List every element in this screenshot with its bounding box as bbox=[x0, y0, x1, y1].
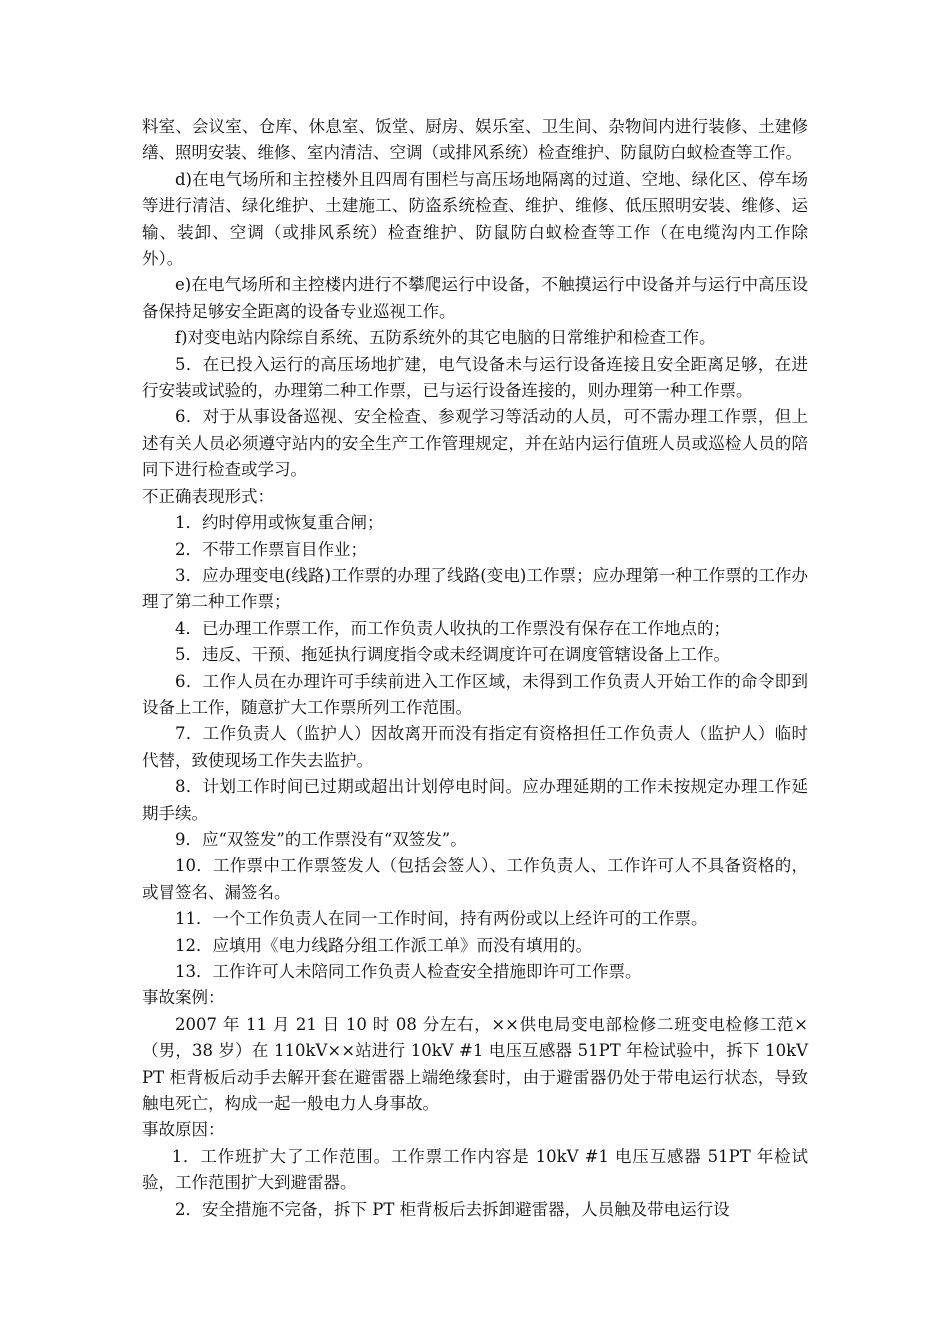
list-item: 13．工作许可人未陪同工作负责人检查安全措施即许可工作票。 bbox=[175, 962, 642, 981]
list-item: 5．违反、干预、拖延执行调度指令或未经调度许可在调度管辖设备上工作。 bbox=[175, 645, 730, 665]
paragraph: f)对变电站内除综自系统、五防系统外的其它电脑的日常维护和检查工作。 bbox=[175, 328, 716, 348]
list-item: 9．应“双签发”的工作票没有“双签发”。 bbox=[175, 829, 467, 849]
list-item: 6．工作人员在办理许可手续前进入工作区域，未得到工作负责人开始工作的命令即到设备上工作，随意扩大工作票所列工作范围。 bbox=[142, 671, 808, 717]
list-item: 10．工作票中工作票签发人（包括会签人）、工作负责人、工作许可人不具备资格的，或冒签名、漏签名。 bbox=[142, 856, 808, 902]
paragraph: e)在电气场所和主控楼内进行不攀爬运行中设备，不触摸运行中设备并与运行中高压设备保持足够安全距离的设备专业巡视工作。 bbox=[142, 275, 808, 321]
paragraph: 料室、会议室、仓库、休息室、饭堂、厨房、娱乐室、卫生间、杂物间内进行装修、土建修缮、照明安装、维修、室内清洁、空调（或排风系统）检查维护、防鼠防白蚁检查等工作。 bbox=[142, 117, 808, 163]
list-item: 2．不带工作票盲目作业； bbox=[175, 539, 367, 559]
list-item: 8．计划工作时间已过期或超出计划停电时间。应办理延期的工作未按规定办理工作延期手续。 bbox=[142, 777, 808, 823]
section-heading-incorrect: 不正确表现形式： bbox=[142, 486, 274, 506]
case-paragraph: 2007 年 11 月 21 日 10 时 08 分左右，××供电局变电部检修二班变电检修工范×（男，38 岁）在 110kV××站进行 10kV #1 电压互感器 51PT 年检试验中，拆下 10kV PT 柜背板后动手去解开套在避雷器上端绝缘套时，由于避雷器仍处于带电运行状态，导致触电死亡，构成一起一般电力人身事故。 bbox=[142, 1014, 808, 1114]
paragraph: 6．对于从事设备巡视、安全检查、参观学习等活动的人员，可不需办理工作票，但上述有关人员必须遵守站内的安全生产工作管理规定，并在站内运行值班人员或巡检人员的陪同下进行检查或学习。 bbox=[142, 407, 808, 480]
document-page bbox=[142, 114, 808, 1223]
section-heading-case: 事故案例： bbox=[142, 988, 225, 1008]
list-item: 7．工作负责人（监护人）因故离开而没有指定有资格担任工作负责人（监护人）临时代替，致使现场工作失去监护。 bbox=[142, 724, 808, 770]
list-item: 12．应填用《电力线路分组工作派工单》而没有填用的。 bbox=[175, 935, 592, 955]
list-item: 3．应办理变电(线路)工作票的办理了线路(变电)工作票；应办理第一种工作票的工作办理了第二种工作票； bbox=[142, 565, 808, 612]
paragraph: d)在电气场所和主控楼外且四周有围栏与高压场地隔离的过道、空地、绿化区、停车场等进行清洁、绿化维护、土建施工、防盗系统检查、维护、维修、低压照明安装、维修、运输、装卸、空调（或排风系统）检查维护、防鼠防白蚁检查等工作（在电缆沟内工作除外）。 bbox=[142, 169, 808, 269]
list-item: 4．已办理工作票工作，而工作负责人收执的工作票没有保存在工作地点的； bbox=[175, 618, 730, 638]
paragraph: 5．在已投入运行的高压场地扩建，电气设备未与运行设备连接且安全距离足够，在进行安装或试验的，办理第二种工作票，已与运行设备连接的，则办理第一种工作票。 bbox=[142, 354, 808, 401]
list-item: 1．约时停用或恢复重合闸； bbox=[175, 513, 384, 533]
list-item: 11．一个工作负责人在同一工作时间，持有两份或以上经许可的工作票。 bbox=[175, 909, 708, 929]
section-heading-cause: 事故原因： bbox=[142, 1120, 225, 1140]
list-item: 2．安全措施不完备，拆下 PT 柜背板后去拆卸避雷器，人员触及带电运行设 bbox=[175, 1199, 730, 1219]
list-item: 1．工作班扩大了工作范围。工作票工作内容是 10kV #1 电压互感器 51PT 年检试验，工作范围扩大到避雷器。 bbox=[142, 1146, 808, 1193]
